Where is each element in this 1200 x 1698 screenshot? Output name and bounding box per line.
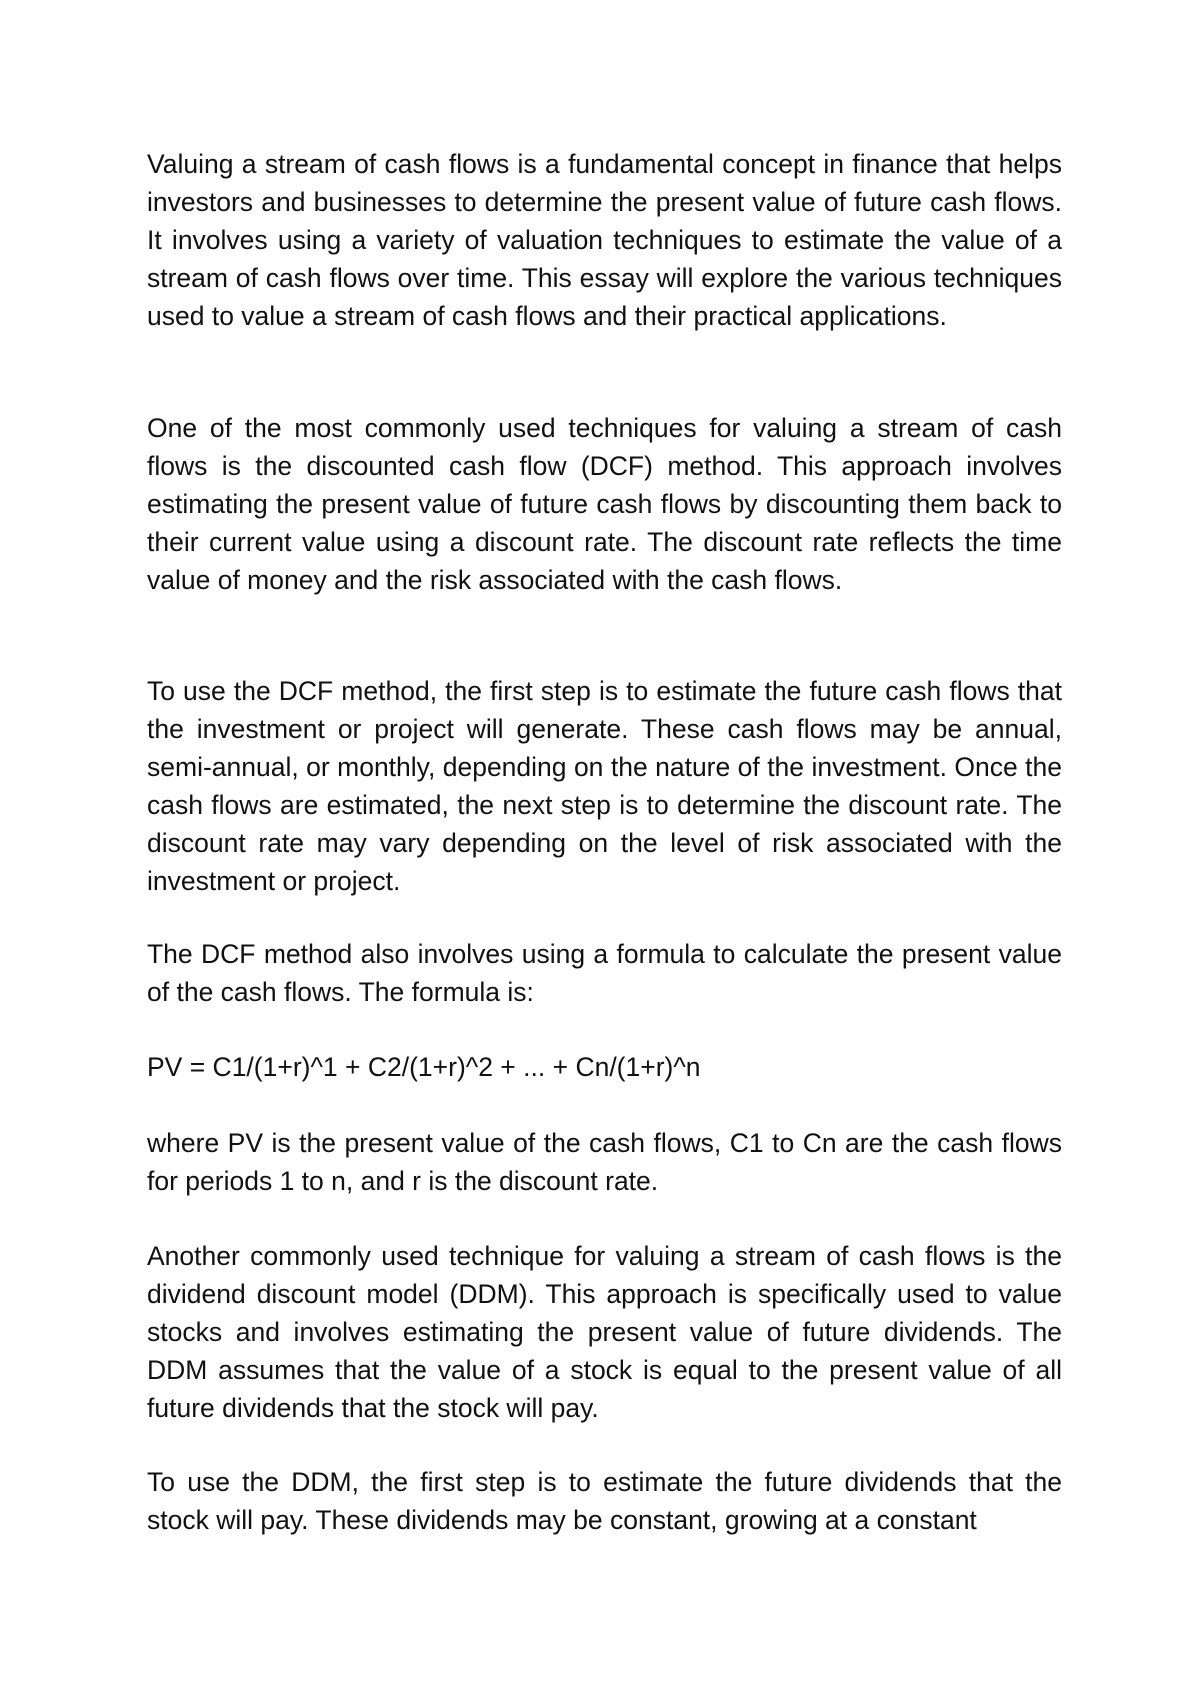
paragraph-ddm-steps: To use the DDM, the first step is to estimate the future dividends that the stock will pay. These dividends may be constant, growing at a constant: [147, 1467, 1062, 1535]
formula-line: PV = C1/(1+r)^1 + C2/(1+r)^2 + ... + Cn/(1+r)^n: [147, 1052, 701, 1082]
paragraph-intro: Valuing a stream of cash flows is a fundamental concept in finance that helps investors and businesses to determine the present value of future cash flows. It involves using a variety of valuation techniques to estimate the value of a stream of cash flows over time. This essay will explore the various techniques used to value a stream of cash flows and their practical applications.: [147, 149, 1062, 331]
paragraph-ddm-overview: Another commonly used technique for valuing a stream of cash flows is the dividend discount model (DDM). This approach is specifically used to value stocks and involves estimating the present value of future dividends. The DDM assumes that the value of a stock is equal to the present value of all future dividends that the stock will pay.: [147, 1241, 1062, 1423]
paragraph-formula-explanation: where PV is the present value of the cash flows, C1 to Cn are the cash flows for periods 1 to n, and r is the discount rate.: [147, 1128, 1062, 1196]
paragraph-dcf-steps: To use the DCF method, the first step is to estimate the future cash flows that the investment or project will generate. These cash flows may be annual, semi-annual, or monthly, depending on the nature of the investment. Once the cash flows are estimated, the next step is to determine the discount rate. The discount rate may vary depending on the level of risk associated with the investment or project.: [147, 676, 1062, 896]
paragraph-dcf-formula-intro: The DCF method also involves using a formula to calculate the present value of the cash flows. The formula is:: [147, 939, 1062, 1007]
paragraph-dcf-overview: One of the most commonly used techniques for valuing a stream of cash flows is the discounted cash flow (DCF) method. This approach involves estimating the present value of future cash flows by discounting them back to their current value using a discount rate. The discount rate reflects the time value of money and the risk associated with the cash flows.: [147, 413, 1062, 595]
